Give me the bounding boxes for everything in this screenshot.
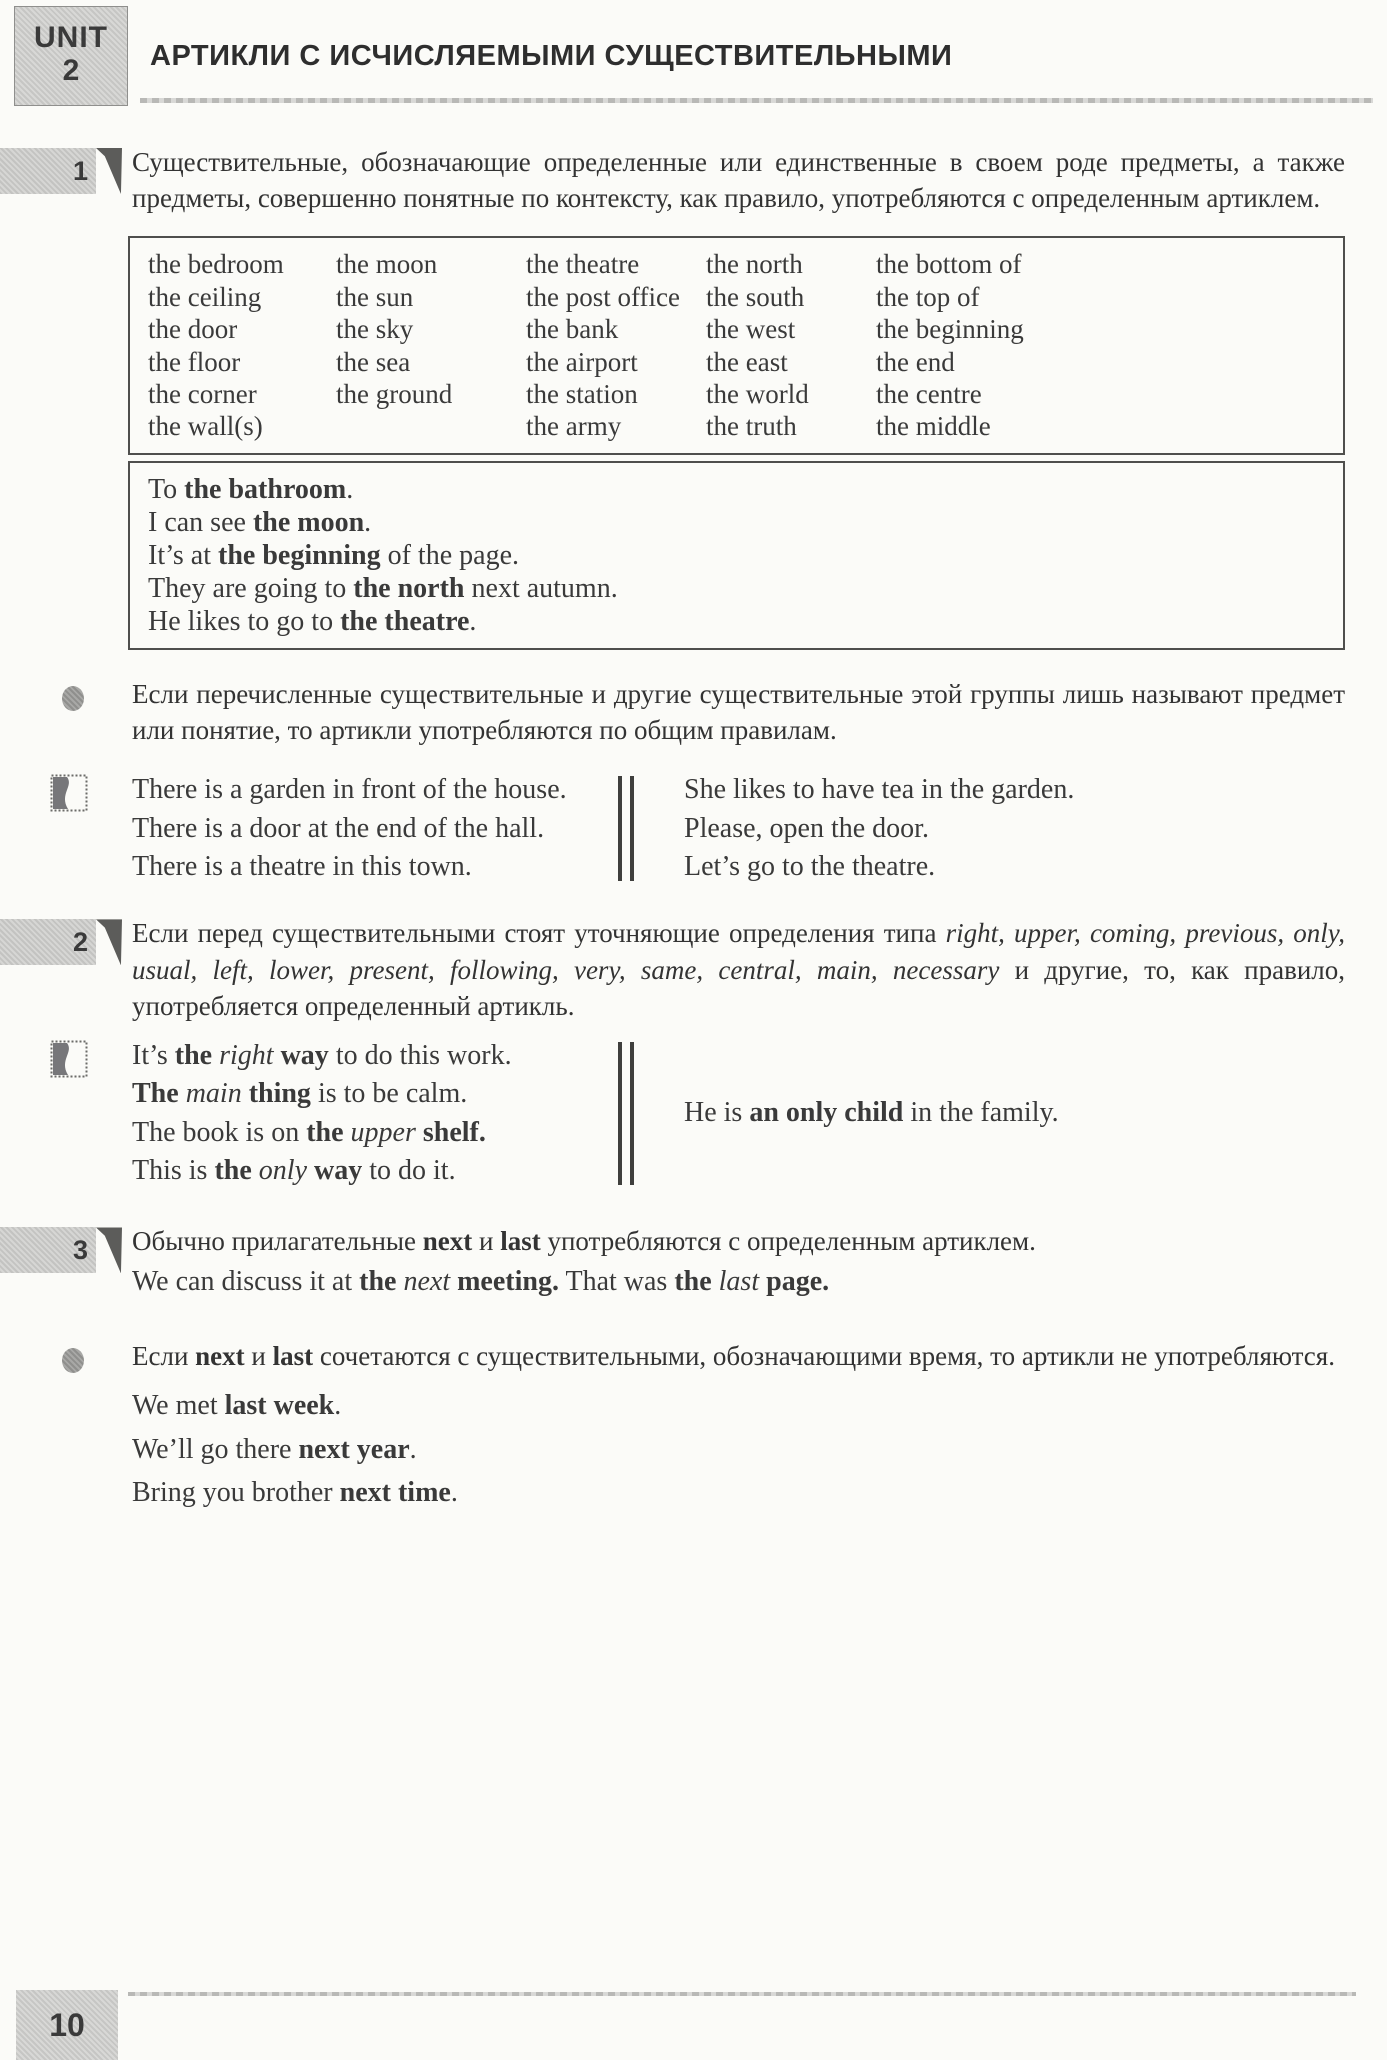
example-sentence: There is a garden in front of the house. xyxy=(132,774,567,806)
section-3-badge xyxy=(0,1227,126,1273)
example-sentence: This is the only way to do it. xyxy=(132,1155,456,1187)
example-box xyxy=(128,461,1345,650)
example-block-1 xyxy=(0,772,1387,885)
noun-item: the world xyxy=(706,378,809,409)
example-sentence: The book is on the upper shelf. xyxy=(132,1116,486,1148)
section-2-badge xyxy=(0,919,126,965)
section-1-body xyxy=(132,144,1387,216)
noun-column-2 xyxy=(336,248,526,442)
noun-item: the east xyxy=(706,346,788,377)
noun-item: the top of xyxy=(876,281,980,312)
example-sentence: They are going to the north next autumn. xyxy=(148,572,618,604)
bullet-icon xyxy=(62,686,84,711)
page-number: 10 xyxy=(49,2006,85,2043)
two-columns xyxy=(132,1038,1345,1190)
noun-item: the centre xyxy=(876,378,982,409)
example-sentence: Bring you brother next time. xyxy=(132,1476,458,1508)
example-sentence: We can discuss it at the next meeting. That was the last page. xyxy=(132,1265,830,1297)
noun-item: the post office xyxy=(526,281,680,312)
example-sentence: It’s the right way to do this work. xyxy=(132,1039,512,1071)
rule-paragraph: Существительные, обозначающие определенные или единственные в своем роде предметы, а также предметы, совершенно понятные по контексту, как правило, употребляются с определенным артиклем. xyxy=(132,147,1345,214)
section-3 xyxy=(0,1223,1387,1300)
section-2-gutter xyxy=(0,915,132,965)
noun-item: the floor xyxy=(148,346,241,377)
note-2 xyxy=(0,1338,1387,1514)
section-flag-icon xyxy=(96,1227,122,1273)
example-sentence: He is an only child in the family. xyxy=(684,1097,1059,1129)
example-sentence: I can see the moon. xyxy=(148,506,372,538)
noun-item: the ground xyxy=(336,378,453,409)
right-column xyxy=(640,772,1345,885)
note-2-body xyxy=(132,1338,1387,1514)
section-number: 1 xyxy=(0,148,96,194)
noun-item: the sun xyxy=(336,281,414,312)
note-1-body xyxy=(132,676,1387,748)
rule-paragraph: Если перед существительными стоят уточняющие определения типа right, upper, coming, previous, only, usual, left, lower, present, following, very, same, central, main, necessary и другие, то, как правило, употребляется определенный артикль. xyxy=(132,918,1346,1021)
noun-item: the beginning xyxy=(876,314,1024,345)
noun-item: the theatre xyxy=(526,249,640,280)
section-number: 2 xyxy=(0,919,96,965)
footer-divider xyxy=(128,1992,1356,1996)
noun-item: the north xyxy=(706,249,803,280)
section-3-body xyxy=(132,1223,1387,1300)
example-sentence: She likes to have tea in the garden. xyxy=(684,774,1075,806)
bullet-icon xyxy=(62,1348,84,1373)
example-sentence: There is a theatre in this town. xyxy=(132,850,472,882)
note-1 xyxy=(0,676,1387,748)
noun-item: the end xyxy=(876,346,955,377)
noun-item: the corner xyxy=(148,378,257,409)
example-sentence: Please, open the door. xyxy=(684,812,929,844)
note-2-gutter xyxy=(0,1338,132,1373)
noun-item: the ceiling xyxy=(148,281,262,312)
header-divider xyxy=(140,98,1373,103)
example-sentence: Let’s go to the theatre. xyxy=(684,850,936,882)
noun-item: the bottom of xyxy=(876,249,1022,280)
example-sentence: To the bathroom. xyxy=(148,473,354,505)
unit-box xyxy=(14,6,128,106)
unit-number: 2 xyxy=(62,54,80,87)
noun-item: the door xyxy=(148,314,238,345)
noun-item: the middle xyxy=(876,411,991,442)
note-paragraph: Если next и last сочетаются с существительными, обозначающими время, то артикли не употребляются. xyxy=(132,1341,1335,1371)
noun-item: the moon xyxy=(336,249,438,280)
example-sentence: We met last week. xyxy=(132,1390,342,1422)
noun-item: the west xyxy=(706,314,796,345)
note-1-gutter xyxy=(0,676,132,711)
example-block-2-body xyxy=(132,1038,1387,1190)
noun-column-3 xyxy=(526,248,706,442)
noun-item: the airport xyxy=(526,346,638,377)
section-2 xyxy=(0,915,1387,1024)
noun-item: the sky xyxy=(336,314,414,345)
section-number: 3 xyxy=(0,1227,96,1273)
example-block-1-body xyxy=(132,772,1387,885)
left-column xyxy=(132,772,612,885)
example-block-1-gutter xyxy=(0,772,132,812)
noun-column-4 xyxy=(706,248,876,442)
noun-column-5 xyxy=(876,248,1335,442)
section-2-body xyxy=(132,915,1387,1024)
noun-item: the wall(s) xyxy=(148,411,263,442)
column-divider xyxy=(618,776,634,881)
noun-column-1 xyxy=(148,248,336,442)
section-1-gutter xyxy=(0,144,132,194)
note-paragraph: Если перечисленные существительные и другие существительные этой группы лишь называют предмет или понятие, то артикли употребляются по общим правилам. xyxy=(132,678,1345,746)
section-1 xyxy=(0,144,1387,216)
noun-table xyxy=(128,236,1345,454)
unit-label: UNIT xyxy=(34,21,108,54)
noun-item: the truth xyxy=(706,411,797,442)
page-number-box xyxy=(16,1990,118,2060)
example-sentence: The main thing is to be calm. xyxy=(132,1078,468,1110)
noun-item: the bank xyxy=(526,314,619,345)
example-sentence: He likes to go to the theatre. xyxy=(148,605,477,637)
noun-item: the army xyxy=(526,411,622,442)
page-title: АРТИКЛИ С ИСЧИСЛЯЕМЫМИ СУЩЕСТВИТЕЛЬНЫМИ xyxy=(150,40,953,72)
example-sentence: It’s at the beginning of the page. xyxy=(148,539,519,571)
left-column xyxy=(132,1038,612,1190)
page-content xyxy=(0,118,1387,1514)
example-sentence: We’ll go there next year. xyxy=(132,1433,417,1465)
section-3-gutter xyxy=(0,1223,132,1273)
noun-item: the station xyxy=(526,378,638,409)
section-flag-icon xyxy=(96,148,122,194)
column-divider xyxy=(618,1042,634,1186)
example-marker-icon xyxy=(50,774,88,812)
section-flag-icon xyxy=(96,919,122,965)
noun-item: the sea xyxy=(336,346,411,377)
example-marker-icon xyxy=(50,1040,88,1078)
example-block-2 xyxy=(0,1038,1387,1190)
right-column xyxy=(640,1038,1345,1190)
noun-item: the bedroom xyxy=(148,249,284,280)
noun-item: the south xyxy=(706,281,805,312)
example-block-2-gutter xyxy=(0,1038,132,1078)
example-sentence: There is a door at the end of the hall. xyxy=(132,812,545,844)
rule-paragraph: Обычно прилагательные next и last употребляются с определенным артиклем. xyxy=(132,1226,1036,1257)
section-1-badge xyxy=(0,148,126,194)
two-columns xyxy=(132,772,1345,885)
